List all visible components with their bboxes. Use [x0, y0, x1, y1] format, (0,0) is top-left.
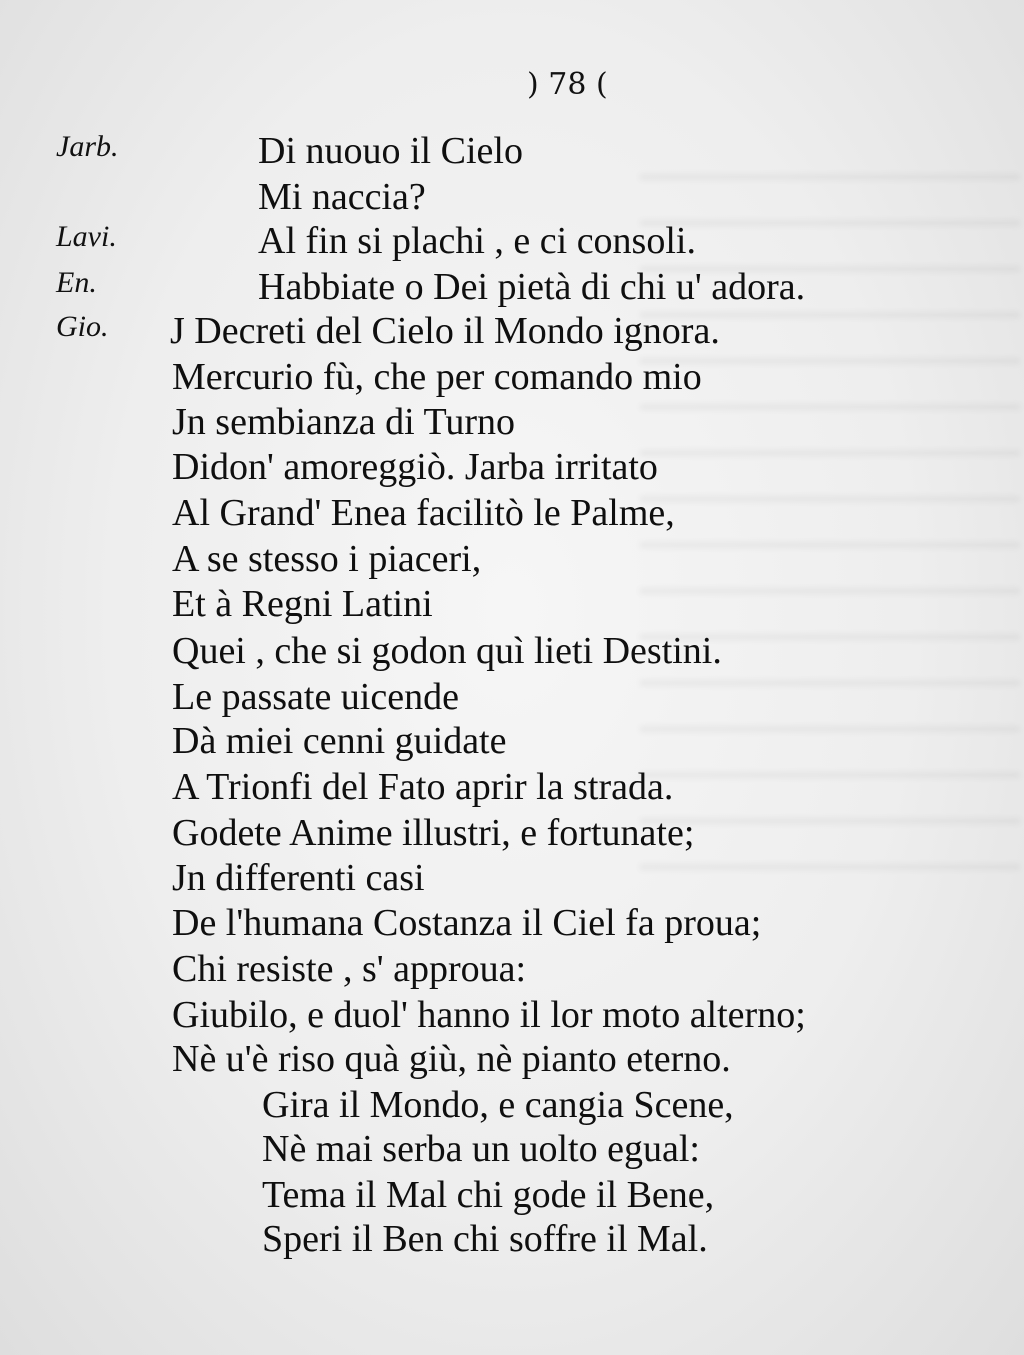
bleed-through-text: [640, 140, 1020, 900]
verse-line: Al Grand' Enea facilitò le Palme,: [172, 492, 675, 534]
speaker-gio: Gio.: [56, 310, 109, 343]
verse-line: Jn differenti casi: [172, 857, 425, 899]
verse-line: Quei , che si godon quì lieti Destini.: [172, 630, 722, 672]
verse-line: Tema il Mal chi gode il Bene,: [262, 1174, 715, 1216]
verse-line: Le passate uicende: [172, 676, 459, 718]
verse-line: Di nuouo il Cielo: [258, 130, 523, 172]
verse-line: De l'humana Costanza il Ciel fa proua;: [172, 902, 762, 944]
verse-line: Al fin si plachi , e ci consoli.: [258, 220, 696, 262]
verse-line: Mi naccia?: [258, 176, 426, 218]
verse-line: Gira il Mondo, e cangia Scene,: [262, 1084, 734, 1126]
verse-line: Nè mai serba un uolto egual:: [262, 1128, 700, 1170]
verse-line: Mercurio fù, che per comando mio: [172, 356, 702, 398]
verse-line: Nè u'è riso quà giù, nè pianto eterno.: [172, 1038, 731, 1080]
speaker-en: En.: [56, 266, 97, 299]
verse-line: Dà miei cenni guidate: [172, 720, 507, 762]
verse-line: A Trionfi del Fato aprir la strada.: [172, 766, 674, 808]
verse-line: Speri il Ben chi soffre il Mal.: [262, 1218, 708, 1260]
page-number: ) 78 (: [527, 67, 608, 102]
verse-line: Habbiate o Dei pietà di chi u' adora.: [258, 266, 806, 308]
verse-line: A se stesso i piaceri,: [172, 538, 482, 580]
verse-line: J Decreti del Cielo il Mondo ignora.: [170, 310, 720, 352]
verse-line: Godete Anime illustri, e fortunate;: [172, 812, 695, 854]
verse-line: Giubilo, e duol' hanno il lor moto alterno;: [172, 994, 806, 1036]
speaker-lavi: Lavi.: [56, 220, 117, 253]
verse-line: Jn sembianza di Turno: [172, 401, 516, 443]
speaker-jarb: Jarb.: [56, 130, 119, 163]
verse-line: Didon' amoreggiò. Jarba irritato: [172, 446, 658, 488]
verse-line: Chi resiste , s' approua:: [172, 948, 527, 990]
verse-line: Et à Regni Latini: [172, 583, 433, 625]
